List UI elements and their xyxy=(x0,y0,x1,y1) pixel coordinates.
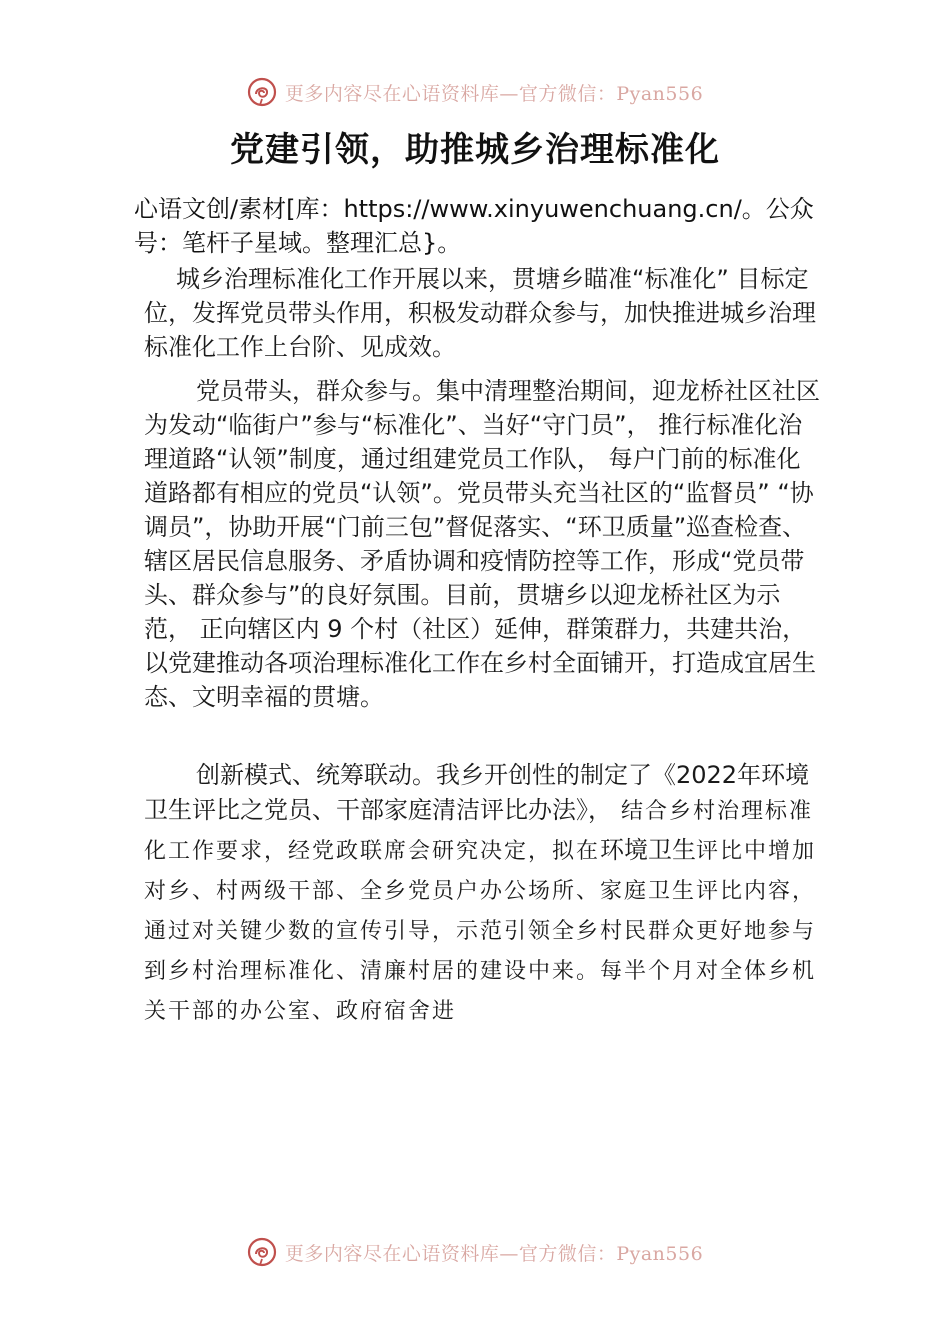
paragraph-innovation xyxy=(144,758,824,1032)
footer-banner xyxy=(0,1232,950,1272)
rose-logo-icon xyxy=(247,77,277,107)
paragraph-innovation-body-a: 结合乡村治理标准化工作要求，经党政联席会研究决定，拟在 xyxy=(144,799,813,864)
paragraph-intro: 城乡治理标准化工作开展以来，贯塘乡瞄准“标准化” 目标定位，发挥党员带头作用，积极发动群众参与，加快推进城乡治理标准化工作上台阶、见成效。 xyxy=(144,265,816,361)
paragraph-innovation-lead: 创新模式、统筹联动。我乡开创性的制定了《2022年环境卫生评比之党员、干部家庭清洁评比办法》， xyxy=(144,761,810,824)
source-line: 心语文创/素材[库：https://www.xinyuwenchuang.cn/。公众号：笔杆子星域。整理汇总}。 xyxy=(134,195,814,257)
header-banner xyxy=(0,72,950,112)
header-banner-text: 更多内容尽在心语资料库—官方微信：Pyan556 xyxy=(284,82,704,105)
paragraph-party-members-lead: 党员带头，群众参与。集中清理整治期间，迎龙桥社区社区为发动“临街户”参与“标准化”、当好“守门员”， 推行标准化治理道路“认领”制度，通过组建党员工作队， 每户门前的标准化道路都有相应的党员“认领”。党员带头充当社区的“监督员” “协调员”，协助开展“门前三包”督促落实、“环卫质量”巡查检查、辖区居民信息服务、矛盾协调和疫情防控等工作，形成“党员带头、群众参与”的良好氛围。目前，贯塘乡以迎龙桥社区为示范， 正向辖区内 9 个村（社区）延伸，群策群力，共建共治， 以党建推动各项治理标准化工作在乡村全面铺开，打造成宜居生态、文明幸福的贯塘。 xyxy=(144,377,820,711)
rose-logo-icon xyxy=(247,1237,277,1267)
paragraph-innovation-highlight: 环境卫生 xyxy=(600,836,697,864)
page-title: 党建引领，助推城乡治理标准化 xyxy=(230,130,720,170)
footer-banner-text: 更多内容尽在心语资料库—官方微信：Pyan556 xyxy=(284,1242,704,1265)
paragraph-innovation-body-b: 评比中增加对乡、村两级干部、全乡党员户办公场所、家庭卫生评比内容，通过对关键少数的宣传引导，示范引领全乡村民群众更好地参与到乡村治理标准化、清廉村居的建设中来。每半个月对全体乡机关干部的办公室、政府宿舍进 xyxy=(144,839,817,1024)
